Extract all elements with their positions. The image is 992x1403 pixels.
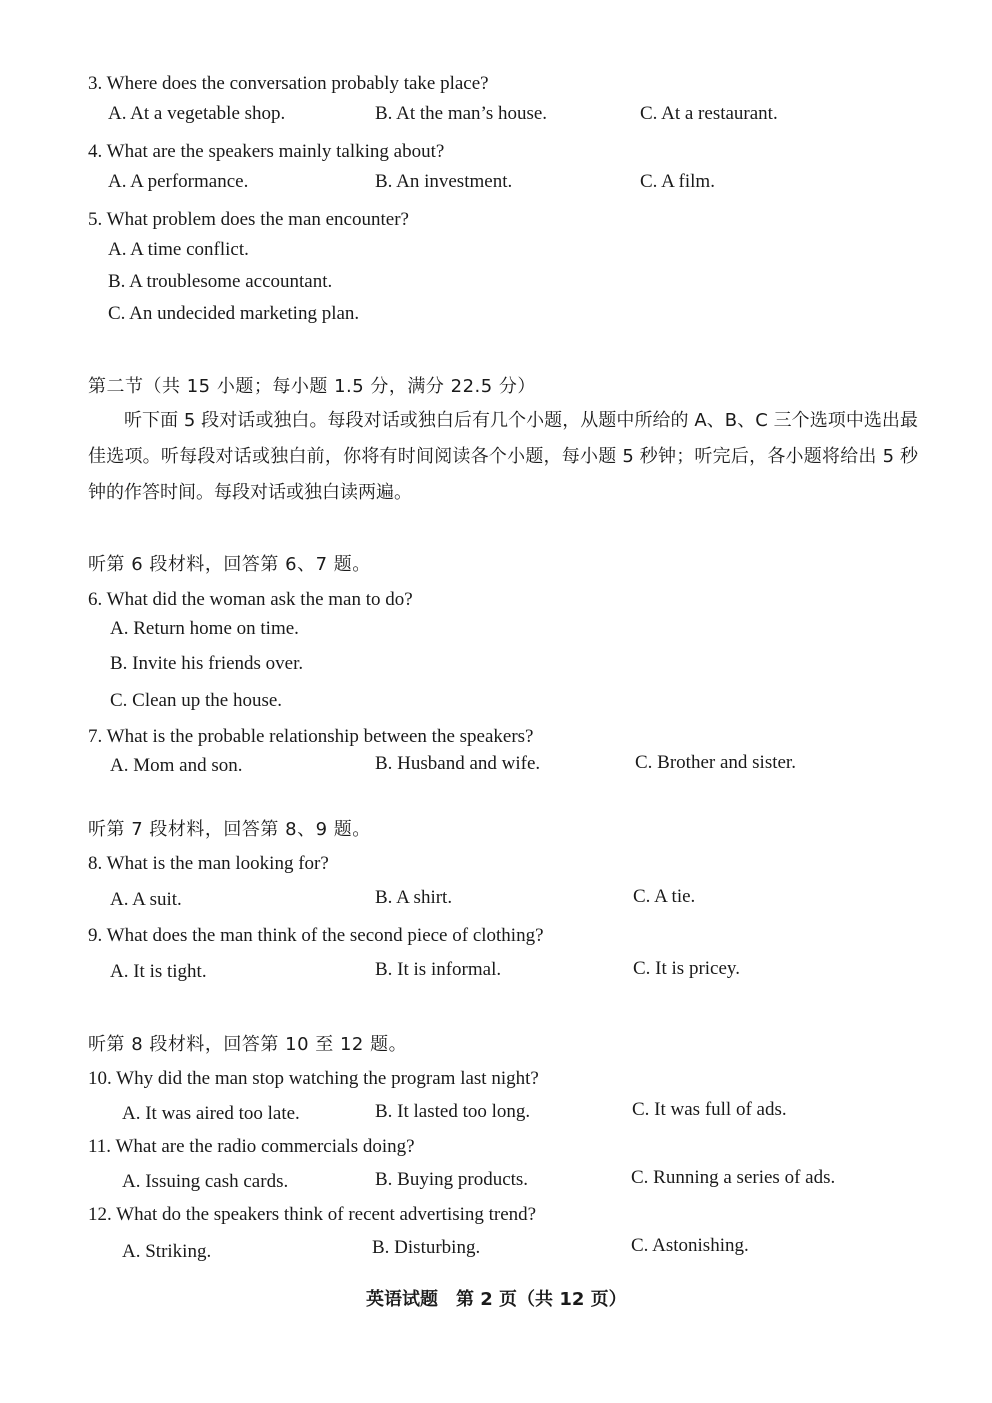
group-title-8: 听第 8 段材料，回答第 10 至 12 题。 — [88, 1034, 408, 1055]
question-12: 12. What do the speakers think of recent advertising trend? — [88, 1204, 537, 1225]
question-8: 8. What is the man looking for? — [88, 853, 329, 874]
q7-option-b: B. Husband and wife. — [375, 753, 541, 774]
question-5: 5. What problem does the man encounter? — [88, 209, 409, 230]
q9-option-c: C. It is pricey. — [633, 958, 740, 979]
group-title-7: 听第 7 段材料，回答第 8、9 题。 — [88, 819, 371, 840]
q11-option-c: C. Running a series of ads. — [631, 1167, 836, 1188]
group-title-6: 听第 6 段材料，回答第 6、7 题。 — [88, 554, 371, 575]
q4-option-a: A. A performance. — [108, 171, 249, 192]
q8-option-a: A. A suit. — [110, 889, 182, 910]
question-4: 4. What are the speakers mainly talking about? — [88, 141, 445, 162]
q6-option-b: B. Invite his friends over. — [110, 653, 304, 674]
q7-option-c: C. Brother and sister. — [635, 752, 796, 773]
question-10: 10. Why did the man stop watching the program last night? — [88, 1068, 539, 1089]
q10-option-a: A. It was aired too late. — [122, 1103, 300, 1124]
q9-option-b: B. It is informal. — [375, 959, 502, 980]
section-header: 第二节（共 15 小题；每小题 1.5 分，满分 22.5 分） — [88, 376, 536, 397]
q12-option-a: A. Striking. — [122, 1241, 212, 1262]
q3-option-a: A. At a vegetable shop. — [108, 103, 286, 124]
q10-option-c: C. It was full of ads. — [632, 1099, 787, 1120]
q4-option-b: B. An investment. — [375, 171, 513, 192]
question-9: 9. What does the man think of the second piece of clothing? — [88, 925, 544, 946]
q11-option-b: B. Buying products. — [375, 1169, 529, 1190]
question-3: 3. Where does the conversation probably take place? — [88, 73, 489, 94]
q6-option-a: A. Return home on time. — [110, 618, 299, 639]
q12-option-b: B. Disturbing. — [372, 1237, 481, 1258]
q4-option-c: C. A film. — [640, 171, 715, 192]
q5-option-b: B. A troublesome accountant. — [108, 271, 333, 292]
q6-option-c: C. Clean up the house. — [110, 690, 283, 711]
q3-option-b: B. At the man’s house. — [375, 103, 548, 124]
q7-option-a: A. Mom and son. — [110, 755, 243, 776]
q10-option-b: B. It lasted too long. — [375, 1101, 531, 1122]
question-6: 6. What did the woman ask the man to do? — [88, 589, 413, 610]
q8-option-c: C. A tie. — [633, 886, 696, 907]
q8-option-b: B. A shirt. — [375, 887, 453, 908]
q5-option-c: C. An undecided marketing plan. — [108, 303, 360, 324]
q11-option-a: A. Issuing cash cards. — [122, 1171, 289, 1192]
q5-option-a: A. A time conflict. — [108, 239, 249, 260]
q12-option-c: C. Astonishing. — [631, 1235, 749, 1256]
q9-option-a: A. It is tight. — [110, 961, 207, 982]
q3-option-c: C. At a restaurant. — [640, 103, 778, 124]
question-7: 7. What is the probable relationship between the speakers? — [88, 726, 534, 747]
page-footer: 英语试题 第 2 页（共 12 页） — [366, 1289, 627, 1310]
section-instructions: 听下面 5 段对话或独白。每段对话或独白后有几个小题，从题中所给的 A、B、C 三个选项中选出最佳选项。听每段对话或独白前，你将有时间阅读各个小题，每小题 5 秒钟；听完后，各小题将给出 5 秒钟的作答时间。每段对话或独白读两遍。 — [88, 410, 918, 503]
question-11: 11. What are the radio commercials doing? — [88, 1136, 415, 1157]
